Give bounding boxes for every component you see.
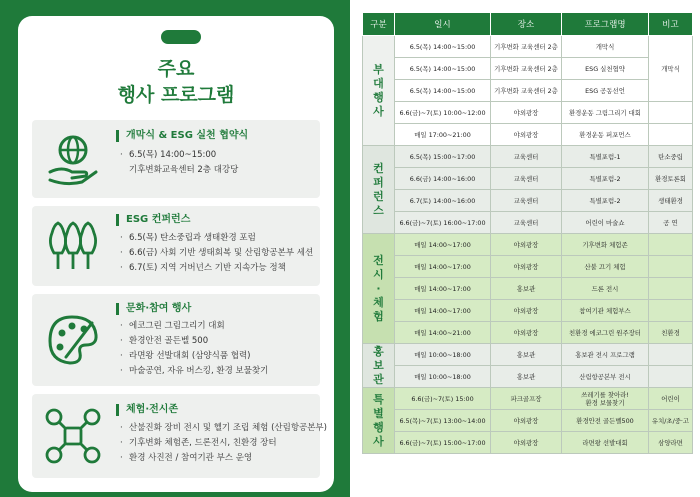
program-cell: ESG 공동선언 xyxy=(562,80,649,102)
note-cell: 생태환경 xyxy=(649,190,693,212)
trees-icon xyxy=(42,215,104,277)
place-cell: 기후변화 교육센터 2층 xyxy=(491,58,562,80)
list-item: · 라면왕 선발대회 (삼양식품 협력) xyxy=(120,351,251,361)
datetime-cell: 매일 14:00~17:00 xyxy=(395,256,491,278)
list-item: · 마술공연, 자유 버스킹, 환경 보물찾기 xyxy=(120,366,269,376)
datetime-cell: 6.6(금) 14:00~16:00 xyxy=(395,168,491,190)
category-cell: 홍 보 관 xyxy=(363,344,395,388)
header-note: 비고 xyxy=(649,13,693,36)
table-header-row xyxy=(363,13,693,36)
note-cell xyxy=(649,366,693,388)
note-cell xyxy=(649,256,693,278)
note-cell xyxy=(649,234,693,256)
note-cell: 유치/초/중·고 xyxy=(649,410,693,432)
list-item: · 6.5(목) 탄소중립과 생태환경 포럼 xyxy=(120,233,256,243)
table-row xyxy=(363,234,693,256)
table-row xyxy=(363,80,693,102)
program-cell: 기후변화 체험존 xyxy=(562,234,649,256)
program-cell: 환경안전 골든벨500 xyxy=(562,410,649,432)
program-cell: 친환경 에코그린 원주장터 xyxy=(562,322,649,344)
program-cell: 산불 끄기 체험 xyxy=(562,256,649,278)
header-place: 장소 xyxy=(491,13,562,36)
datetime-cell: 매일 14:00~17:00 xyxy=(395,234,491,256)
datetime-cell: 6.7(토) 14:00~16:00 xyxy=(395,190,491,212)
datetime-cell: 6.6(금)~7(토) 16:00~17:00 xyxy=(395,212,491,234)
header-datetime: 일시 xyxy=(395,13,491,36)
place-cell: 야외광장 xyxy=(491,432,562,454)
note-cell xyxy=(649,300,693,322)
list-item: · 6.5(목) 14:00~15:00 xyxy=(120,150,217,160)
note-cell xyxy=(649,102,693,124)
table-row xyxy=(363,410,693,432)
table-row xyxy=(363,344,693,366)
note-cell: 친환경 xyxy=(649,322,693,344)
datetime-cell: 6.6(금)~7(토) 10:00~12:00 xyxy=(395,102,491,124)
program-cell: 드론 전시 xyxy=(562,278,649,300)
datetime-cell: 6.5(목)~7(토) 13:00~14:00 xyxy=(395,410,491,432)
section-conference xyxy=(32,206,320,286)
header-program: 프로그램명 xyxy=(562,13,649,36)
place-cell: 교육센터 xyxy=(491,146,562,168)
datetime-cell: 6.5(목) 14:00~15:00 xyxy=(395,36,491,58)
table-row xyxy=(363,168,693,190)
table-row xyxy=(363,322,693,344)
table-row xyxy=(363,146,693,168)
palette-icon xyxy=(42,309,104,371)
datetime-cell: 매일 17:00~21:00 xyxy=(395,124,491,146)
section-opening xyxy=(32,120,320,198)
place-cell: 야외광장 xyxy=(491,300,562,322)
place-cell: 기후변화 교육센터 2층 xyxy=(491,36,562,58)
table-row xyxy=(363,300,693,322)
program-cell: 특별포럼-2 xyxy=(562,168,649,190)
category-cell: 부 대 행 사 xyxy=(363,36,395,146)
program-cell: 특별포럼-2 xyxy=(562,190,649,212)
table-row xyxy=(363,102,693,124)
place-cell: 교육센터 xyxy=(491,190,562,212)
place-cell: 야외광장 xyxy=(491,124,562,146)
table-body xyxy=(363,36,693,454)
list-item: · 환경안전 골든벨 500 xyxy=(120,336,209,346)
category-cell: 특 별 행 사 xyxy=(363,388,395,454)
note-cell xyxy=(649,278,693,300)
datetime-cell: 6.5(목) 15:00~17:00 xyxy=(395,146,491,168)
program-cell: 쓰레기를 찾아라! 환경 보물찾기 xyxy=(562,388,649,410)
datetime-cell: 6.5(목) 14:00~15:00 xyxy=(395,58,491,80)
place-cell: 교육센터 xyxy=(491,212,562,234)
datetime-cell: 6.6(금)~7(토) 15:00~17:00 xyxy=(395,432,491,454)
datetime-cell: 매일 14:00~21:00 xyxy=(395,322,491,344)
place-cell: 기후변화 교육센터 2층 xyxy=(491,80,562,102)
note-cell: 어린이 xyxy=(649,388,693,410)
header-category: 구분 xyxy=(363,13,395,36)
list-item: · 환경 사진전 / 참여기관 부스 운영 xyxy=(120,453,253,463)
note-cell xyxy=(649,344,693,366)
datetime-cell: 매일 14:00~17:00 xyxy=(395,300,491,322)
program-cell: 특별포럼-1 xyxy=(562,146,649,168)
place-cell: 파크골프장 xyxy=(491,388,562,410)
table-row xyxy=(363,36,693,58)
list-item: · 기후변화 체험존, 드론전시, 친환경 장터 xyxy=(120,438,277,448)
list-item: 기후변화교육센터 2층 대강당 xyxy=(129,165,239,175)
note-cell: 삼양라면 xyxy=(649,432,693,454)
table-row xyxy=(363,388,693,410)
place-cell: 야외광장 xyxy=(491,256,562,278)
note-cell xyxy=(649,124,693,146)
card-tab xyxy=(161,30,201,44)
note-cell: 개막식 xyxy=(649,36,693,102)
program-cell: ESG 실천협약 xyxy=(562,58,649,80)
datetime-cell: 매일 14:00~17:00 xyxy=(395,278,491,300)
place-cell: 홍보관 xyxy=(491,366,562,388)
program-cell: 환경운동 그림그리기 대회 xyxy=(562,102,649,124)
category-cell: 컨 퍼 런 스 xyxy=(363,146,395,234)
program-cell: 환경운동 퍼포먼스 xyxy=(562,124,649,146)
list-item: · 에코그린 그림그리기 대회 xyxy=(120,321,225,331)
place-cell: 야외광장 xyxy=(491,322,562,344)
table-row xyxy=(363,190,693,212)
note-cell: 탄소중립 xyxy=(649,146,693,168)
category-cell: 전 시 · 체 험 xyxy=(363,234,395,344)
schedule-panel xyxy=(362,12,692,454)
datetime-cell: 매일 10:00~18:00 xyxy=(395,366,491,388)
drone-icon xyxy=(42,405,104,467)
place-cell: 홍보관 xyxy=(491,344,562,366)
table-row xyxy=(363,124,693,146)
program-cell: 어린이 마술쇼 xyxy=(562,212,649,234)
table-row xyxy=(363,256,693,278)
program-cell: 산림항공본부 전시 xyxy=(562,366,649,388)
place-cell: 야외광장 xyxy=(491,410,562,432)
section-title: 개막식 & ESG 실천 협약식 xyxy=(116,130,248,142)
program-cell: 라면왕 선발대회 xyxy=(562,432,649,454)
place-cell: 야외광장 xyxy=(491,234,562,256)
table-row xyxy=(363,432,693,454)
program-cell: 개막식 xyxy=(562,36,649,58)
program-card xyxy=(18,16,334,492)
place-cell: 야외광장 xyxy=(491,102,562,124)
globe-hand-icon xyxy=(42,128,104,190)
list-item: · 6.7(토) 지역 거버넌스 기반 지속가능 정책 xyxy=(120,263,286,273)
section-culture xyxy=(32,294,320,386)
table-row xyxy=(363,278,693,300)
section-title: 문화·참여 행사 xyxy=(116,303,191,315)
table-row xyxy=(363,58,693,80)
section-title: ESG 컨퍼런스 xyxy=(116,214,190,226)
section-title: 체험·전시존 xyxy=(116,404,178,416)
table-row xyxy=(363,366,693,388)
title-line2: 행사 프로그램 xyxy=(117,84,235,106)
datetime-cell: 매일 10:00~18:00 xyxy=(395,344,491,366)
program-cell: 참여기관 체험부스 xyxy=(562,300,649,322)
title-line1: 주요 xyxy=(157,58,195,80)
place-cell: 교육센터 xyxy=(491,168,562,190)
datetime-cell: 6.5(목) 14:00~15:00 xyxy=(395,80,491,102)
section-exhibition xyxy=(32,394,327,478)
table-row xyxy=(363,212,693,234)
note-cell: 환경토론회 xyxy=(649,168,693,190)
note-cell: 공 연 xyxy=(649,212,693,234)
list-item: · 산불진화 장비 전시 및 헬기 조립 체험 (산림항공본부) xyxy=(120,423,327,433)
schedule-table xyxy=(362,12,693,454)
list-item: · 6.6(금) 사회 기반 생태회복 및 산림항공본부 세션 xyxy=(120,248,314,258)
program-cell: 홍보관 전시 프로그램 xyxy=(562,344,649,366)
place-cell: 홍보관 xyxy=(491,278,562,300)
datetime-cell: 6.6(금)~7(토) 15:00 xyxy=(395,388,491,410)
